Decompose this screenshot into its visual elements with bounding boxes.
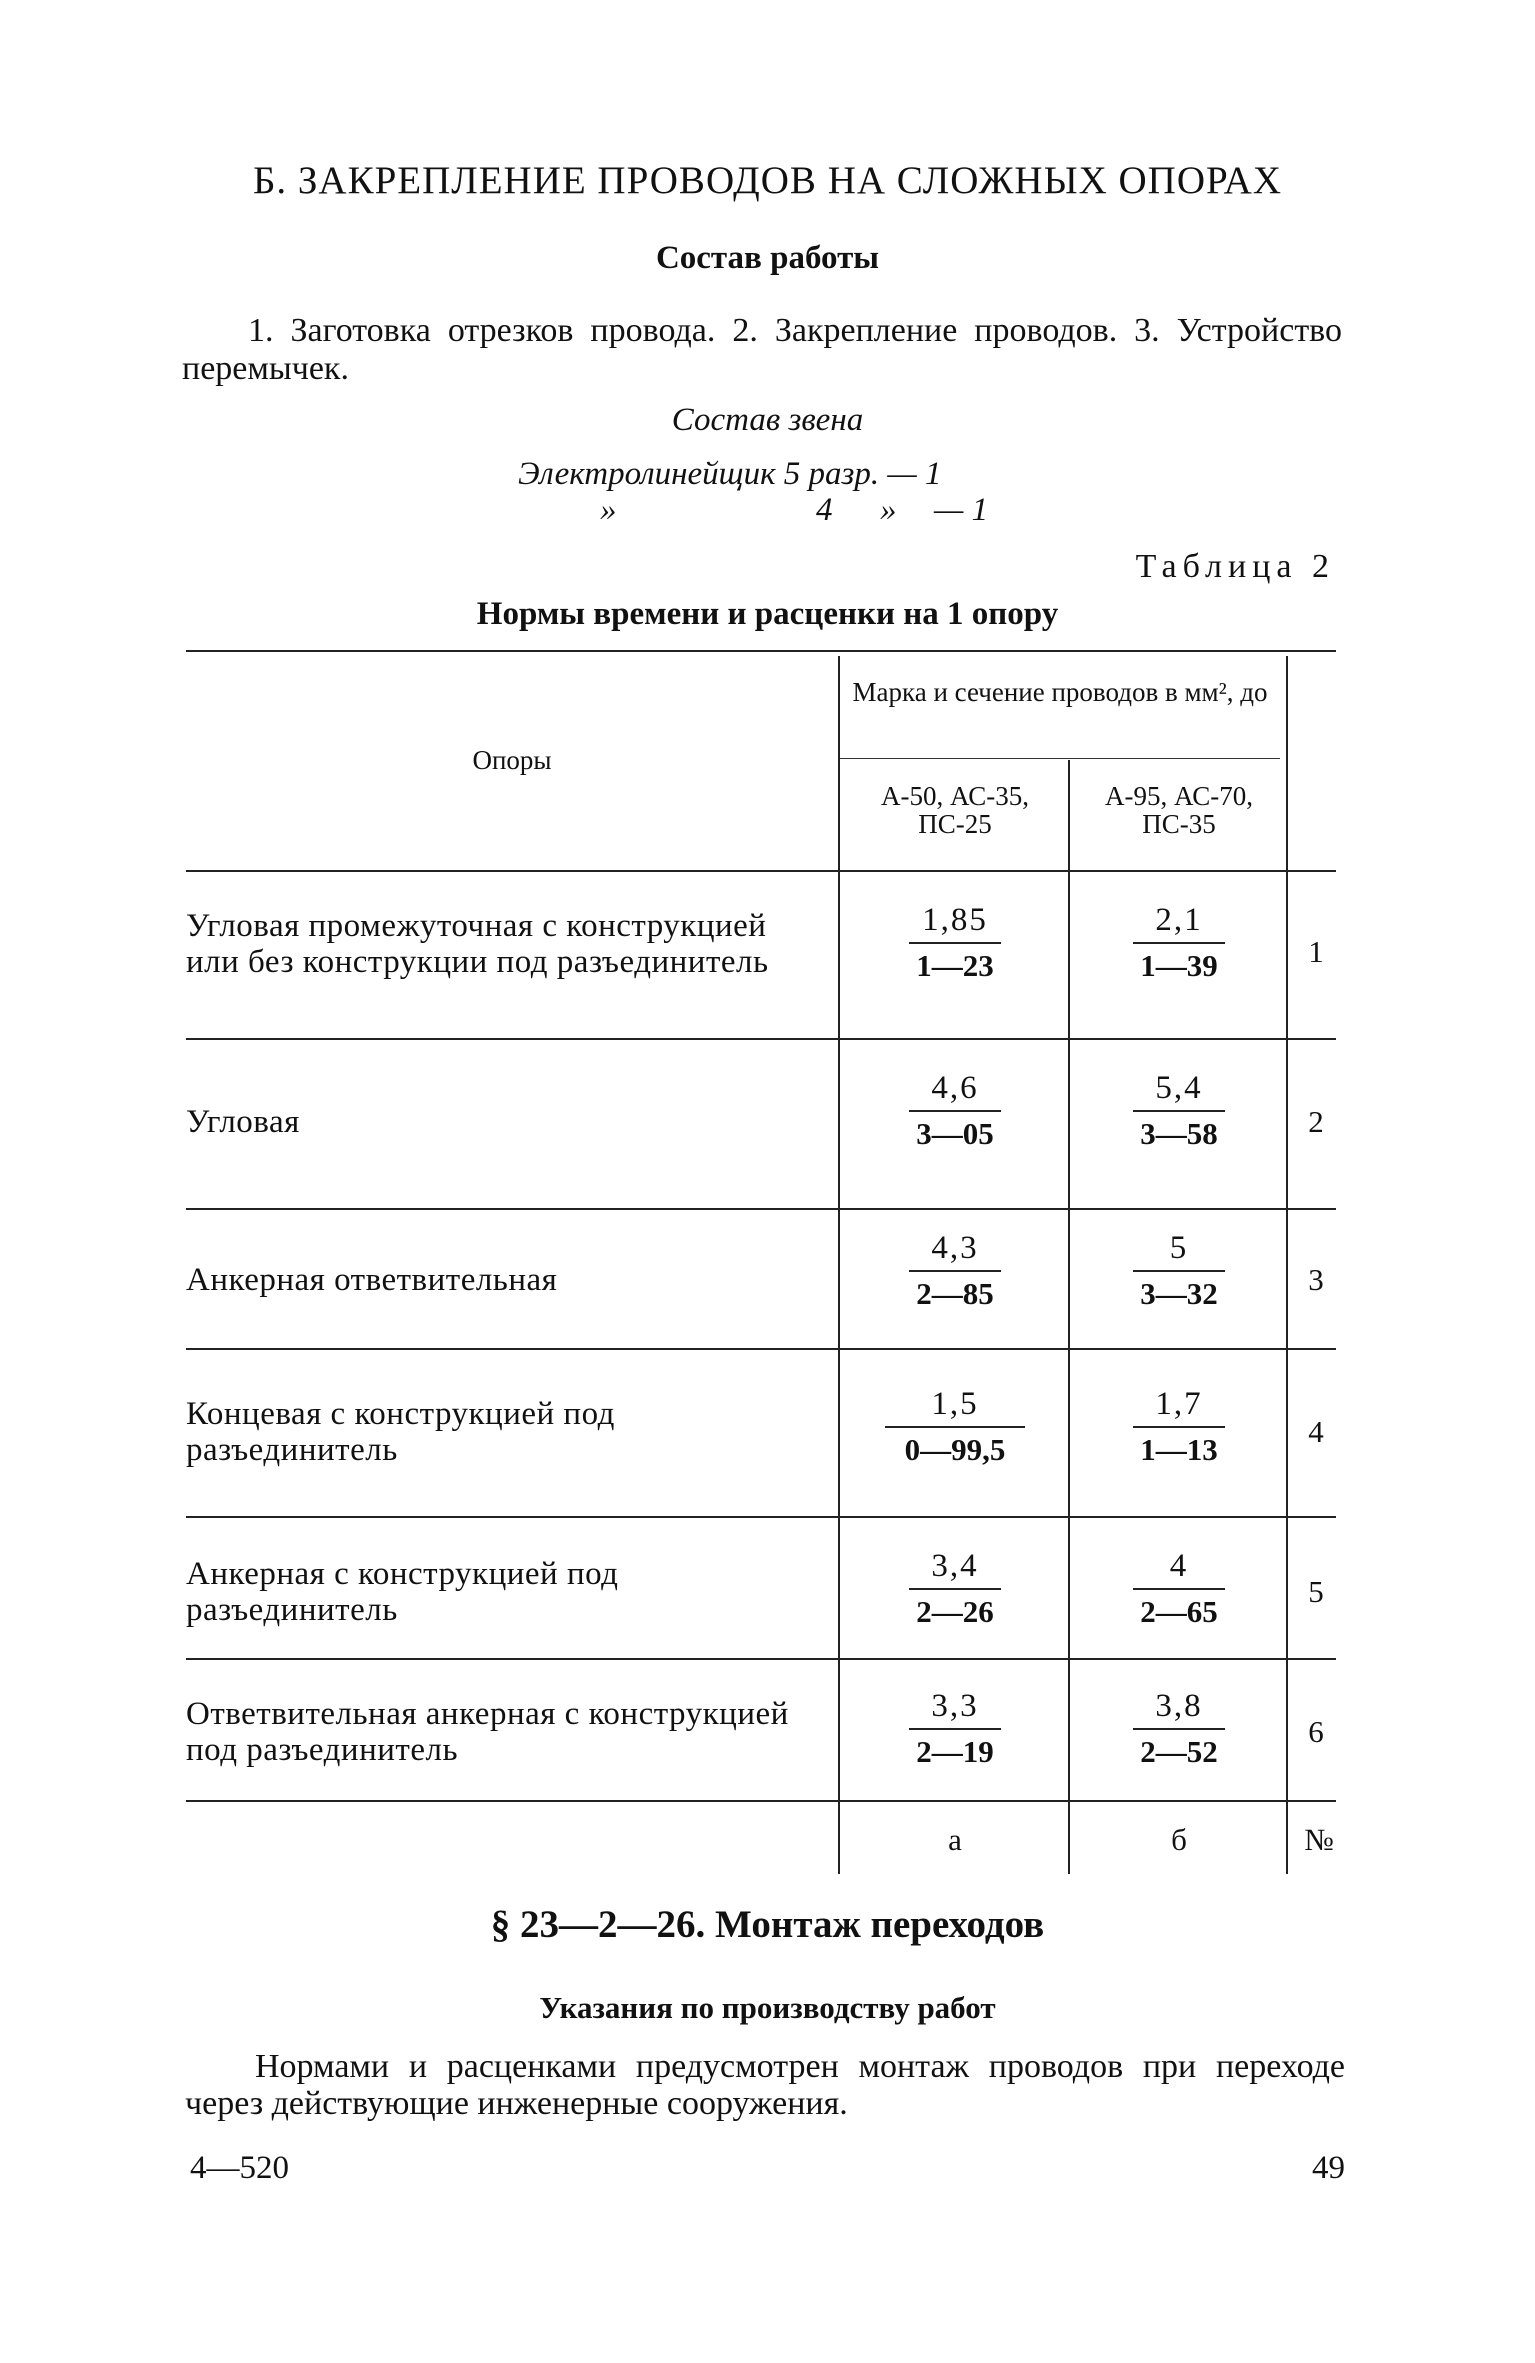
row-1-col-a bbox=[850, 900, 1060, 984]
row-5-col-a bbox=[850, 1546, 1060, 1630]
row-4-number: 4 bbox=[1308, 1414, 1324, 1449]
row-2-label: Угловая bbox=[186, 1104, 300, 1140]
row-rule-1 bbox=[186, 1038, 1336, 1040]
table-caption: Нормы времени и расценки на 1 опору bbox=[476, 596, 1059, 632]
row-1-a-rate: 1—23 bbox=[916, 948, 994, 983]
paragraph-text bbox=[185, 2048, 1345, 2122]
col-divider-a bbox=[838, 656, 840, 1874]
row-2-col-a bbox=[850, 1068, 1060, 1152]
fraction-bar bbox=[1133, 1110, 1225, 1112]
row-3-b-rate: 3—32 bbox=[1140, 1276, 1218, 1311]
col-divider-n bbox=[1286, 656, 1288, 1874]
header-group-rule bbox=[840, 758, 1280, 759]
header-col-a: А-50, АС-35, ПС-25 bbox=[881, 781, 1029, 839]
fraction-bar bbox=[909, 1270, 1001, 1272]
row-1-col-b bbox=[1076, 900, 1282, 984]
crew-title: Состав звена bbox=[671, 402, 864, 438]
row-1-a-time: 1,85 bbox=[922, 902, 988, 938]
crew-line-1-count: — 1 bbox=[887, 456, 942, 492]
row-2-b-rate: 3—58 bbox=[1140, 1116, 1218, 1151]
row-5-a-time: 3,4 bbox=[931, 1548, 979, 1584]
row-4-b-time: 1,7 bbox=[1155, 1386, 1203, 1422]
col-divider-b bbox=[1068, 760, 1070, 1874]
crew-line-2-grade: 4 bbox=[816, 492, 833, 528]
row-4-b-rate: 1—13 bbox=[1140, 1432, 1218, 1467]
row-3-col-a bbox=[850, 1228, 1060, 1312]
section-title: Б. ЗАКРЕПЛЕНИЕ ПРОВОДОВ НА СЛОЖНЫХ ОПОРАХ bbox=[252, 159, 1283, 202]
row-6-col-a bbox=[850, 1686, 1060, 1770]
paragraph-subtitle: Указания по производству работ bbox=[539, 1990, 996, 2025]
row-2-col-b bbox=[1076, 1068, 1282, 1152]
crew-line-2-ditto: » bbox=[600, 492, 617, 528]
row-3-b-time: 5 bbox=[1169, 1230, 1189, 1266]
row-3-label: Анкерная ответвительная bbox=[186, 1262, 558, 1298]
print-signature: 4—520 bbox=[190, 2150, 289, 2186]
row-5-label: Анкерная с конструкцией под разъединитель bbox=[186, 1556, 619, 1628]
row-rule-3 bbox=[186, 1348, 1336, 1350]
col-number-sign: № bbox=[1304, 1822, 1334, 1857]
fraction-bar bbox=[885, 1426, 1025, 1428]
fraction-bar bbox=[1133, 1270, 1225, 1272]
fraction-bar bbox=[1133, 1426, 1225, 1428]
row-5-col-b bbox=[1076, 1546, 1282, 1630]
table-number: Таблица 2 bbox=[1135, 548, 1335, 585]
row-1-b-rate: 1—39 bbox=[1140, 948, 1218, 983]
work-composition-body: 1. Заготовка отрезков провода. 2. Закрепление проводов. 3. Устройство перемычек. bbox=[182, 312, 1342, 387]
header-col-b: А-95, АС-70, ПС-35 bbox=[1105, 781, 1253, 839]
row-1-b-time: 2,1 bbox=[1155, 902, 1203, 938]
row-6-b-time: 3,8 bbox=[1155, 1688, 1203, 1724]
fraction-bar bbox=[1133, 1728, 1225, 1730]
row-4-col-b bbox=[1076, 1384, 1282, 1468]
row-6-number: 6 bbox=[1308, 1714, 1324, 1749]
row-rule-5 bbox=[186, 1658, 1336, 1660]
fraction-bar bbox=[909, 1728, 1001, 1730]
row-4-a-time: 1,5 bbox=[931, 1386, 979, 1422]
row-4-label: Концевая с конструкцией под разъединитель bbox=[186, 1396, 615, 1468]
header-wire-group: Марка и сечение проводов в мм², до bbox=[852, 677, 1268, 707]
row-3-number: 3 bbox=[1308, 1262, 1324, 1297]
col-letter-a: а bbox=[948, 1822, 962, 1857]
row-6-label: Ответвительная анкерная с конструкцией под разъединитель bbox=[186, 1696, 789, 1768]
fraction-bar bbox=[909, 1588, 1001, 1590]
header-supports: Опоры bbox=[472, 745, 552, 775]
row-1-label: Угловая промежуточная с конструкцией или без конструкции под разъединитель bbox=[186, 908, 769, 980]
crew-line-2-count: — 1 bbox=[934, 492, 989, 528]
col-letter-b: б bbox=[1171, 1822, 1187, 1857]
row-6-a-time: 3,3 bbox=[931, 1688, 979, 1724]
row-1-number: 1 bbox=[1308, 934, 1324, 969]
work-composition-title: Состав работы bbox=[655, 240, 880, 276]
row-5-number: 5 bbox=[1308, 1574, 1324, 1609]
row-6-a-rate: 2—19 bbox=[916, 1734, 994, 1769]
fraction-bar bbox=[909, 942, 1001, 944]
row-5-a-rate: 2—26 bbox=[916, 1594, 994, 1629]
paragraph-title: § 23—2—26. Монтаж переходов bbox=[490, 1903, 1045, 1946]
fraction-bar bbox=[909, 1110, 1001, 1112]
row-3-col-b bbox=[1076, 1228, 1282, 1312]
row-4-col-a bbox=[850, 1384, 1060, 1468]
row-4-a-rate: 0—99,5 bbox=[904, 1432, 1006, 1467]
page-number: 49 bbox=[1312, 2150, 1345, 2186]
crew-line-1-role: Электролинейщик 5 разр. bbox=[518, 456, 880, 492]
row-2-a-rate: 3—05 bbox=[916, 1116, 994, 1151]
row-2-b-time: 5,4 bbox=[1155, 1070, 1203, 1106]
fraction-bar bbox=[1133, 1588, 1225, 1590]
row-rule-2 bbox=[186, 1208, 1336, 1210]
paragraph-body: Нормами и расценками предусмотрен монтаж проводов при переходе через действующие инженерные сооружения. bbox=[185, 2048, 1345, 2122]
fraction-bar bbox=[1133, 942, 1225, 944]
header-bottom-rule bbox=[186, 870, 1336, 872]
row-3-a-rate: 2—85 bbox=[916, 1276, 994, 1311]
row-6-b-rate: 2—52 bbox=[1140, 1734, 1218, 1769]
row-2-a-time: 4,6 bbox=[931, 1070, 979, 1106]
row-2-number: 2 bbox=[1308, 1104, 1324, 1139]
row-rule-6 bbox=[186, 1800, 1336, 1802]
row-3-a-time: 4,3 bbox=[931, 1230, 979, 1266]
table-top-rule bbox=[186, 650, 1336, 652]
row-5-b-time: 4 bbox=[1169, 1548, 1189, 1584]
crew-line-2-ditto2: » bbox=[880, 492, 897, 528]
work-composition-text bbox=[182, 312, 1342, 388]
crew-line-1 bbox=[518, 456, 941, 493]
row-6-col-b bbox=[1076, 1686, 1282, 1770]
row-5-b-rate: 2—65 bbox=[1140, 1594, 1218, 1629]
row-rule-4 bbox=[186, 1516, 1336, 1518]
